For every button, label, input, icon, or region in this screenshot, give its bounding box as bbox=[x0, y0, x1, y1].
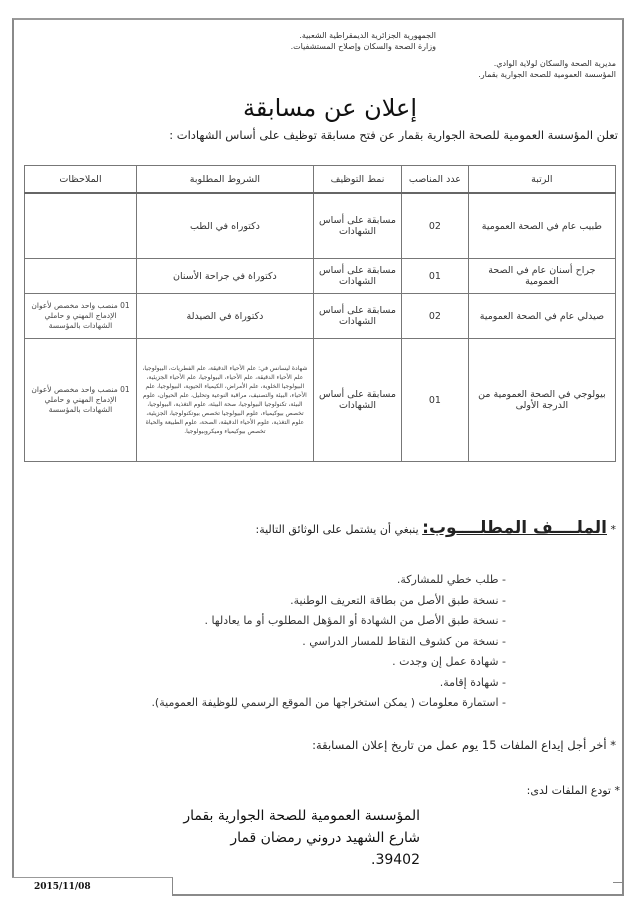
header-line: الجمهورية الجزائرية الديمقراطية الشعبية. bbox=[299, 31, 436, 40]
list-item: - شهادة عمل إن وجدت . bbox=[392, 655, 506, 668]
required-file-subtitle: ينبغي أن يشتمل على الوثائق التالية: bbox=[255, 523, 419, 536]
cell-rank: طبيب عام في الصحة العمومية bbox=[468, 193, 615, 259]
publication-date: 2015/11/08 bbox=[34, 882, 91, 892]
cell-count: 01 bbox=[402, 259, 469, 294]
deposit-label: * تودع الملفات لدى: bbox=[526, 784, 620, 797]
table-row bbox=[25, 294, 616, 339]
cell-notes: 01 منصب واحد مخصص لأعوان الإدماج المهني و حاملي الشهادات بالمؤسسة bbox=[25, 294, 137, 339]
positions-table bbox=[24, 165, 616, 462]
address-line: شارع الشهيد دروني رمضان قمار 39402. bbox=[230, 830, 420, 868]
cell-count: 02 bbox=[402, 294, 469, 339]
cell-conditions: دكتوراه في الطب bbox=[137, 193, 314, 259]
intro-text: تعلن المؤسسة العمومية للصحة الجوارية بقمار عن فتح مسابقة توظيف على أساس الشهادات : bbox=[169, 128, 618, 142]
cell-conditions: دكتوراة في جراحة الأسنان bbox=[137, 259, 314, 294]
institution-header bbox=[438, 58, 616, 80]
cell-conditions: دكتوراة في الصيدلة bbox=[137, 294, 314, 339]
date-box bbox=[12, 877, 173, 896]
list-item: - طلب خطي للمشاركة. bbox=[396, 573, 506, 586]
cell-rank: بيولوجي في الصحة العمومية من الدرجة الأولى bbox=[468, 339, 615, 462]
table-header-row bbox=[25, 166, 616, 194]
deadline-text: * أخر أجل إيداع الملفات 15 يوم عمل من تاريخ إعلان المسابقة: bbox=[312, 738, 616, 752]
ministry-header bbox=[236, 30, 436, 52]
table-row bbox=[25, 259, 616, 294]
list-item: - استمارة معلومات ( يمكن استخراجها من الموقع الرسمي للوظيفة العمومية). bbox=[151, 696, 506, 709]
header-count: عدد المناصب bbox=[402, 166, 469, 194]
list-item: - شهادة إقامة. bbox=[439, 675, 506, 689]
cell-conditions: شهادة ليسانس في: علم الأحياء الدقيقة، علم الفطريات، البيولوجيا، علم الأحياء الدقيقة، علم الأحياء، البيولوجيا، علم الأحياء الجزيئية، البيولوجيا الخلوية، علم الأمراض، الكيمياء الحيوية، البيولوجيا، علم الأحياء، البيئة والتصنيف، مراقبة النوعية وتحليل، علم الحيوان، علوم البيئة، تكنولوجيا البيولوجيا، صحة البيئة، علوم التغذية، البيولوجيا، تخصص بيوكيمياء، علوم البيولوجيا تخصص بيوتكنولوجيا، الجزيئية، علوم التغذية، علوم الأحياء الدقيقة، الصحة، علوم الطبيعة والحياة تخصص بيوكيمياء وميكروبيولوجيا. bbox=[137, 339, 314, 462]
cell-mode: مسابقة على أساس الشهادات bbox=[313, 259, 401, 294]
header-line: وزارة الصحة والسكان وإصلاح المستشفيات. bbox=[290, 42, 436, 51]
deposit-address bbox=[180, 805, 420, 871]
header-notes: الملاحظات bbox=[25, 166, 137, 194]
header-mode: نمط التوظيف bbox=[313, 166, 401, 194]
header-conditions: الشروط المطلوبة bbox=[137, 166, 314, 194]
cell-mode: مسابقة على أساس الشهادات bbox=[313, 193, 401, 259]
cell-rank: صيدلي عام في الصحة العمومية bbox=[468, 294, 615, 339]
address-line: المؤسسة العمومية للصحة الجوارية بقمار bbox=[183, 808, 420, 824]
cell-notes bbox=[25, 193, 137, 259]
cell-notes: 01 منصب واحد مخصص لأعوان الإدماج المهني و حاملي الشهادات بالمؤسسة bbox=[25, 339, 137, 462]
cell-count: 01 bbox=[402, 339, 469, 462]
cell-count: 02 bbox=[402, 193, 469, 259]
page-title: إعلان عن مسابقة bbox=[242, 94, 418, 122]
list-item: - نسخة طبق الأصل من الشهادة أو المؤهل المطلوب أو ما يعادلها . bbox=[204, 614, 506, 627]
cell-notes bbox=[25, 259, 137, 294]
list-item: - نسخة من كشوف النقاط للمسار الدراسي . bbox=[302, 634, 506, 648]
bullet-star: * bbox=[610, 523, 616, 536]
corner-mark bbox=[613, 882, 623, 883]
list-item: - نسخة طبق الأصل من بطاقة التعريف الوطنية. bbox=[290, 593, 506, 607]
cell-mode: مسابقة على أساس الشهادات bbox=[313, 294, 401, 339]
table-row bbox=[25, 339, 616, 462]
required-file-title: الملــــف المطلــــوب: bbox=[422, 518, 607, 538]
header-line: مديرية الصحة والسكان لولاية الوادي. bbox=[493, 59, 616, 68]
cell-rank: جراح أسنان عام في الصحة العمومية bbox=[468, 259, 615, 294]
header-line: المؤسسة العمومية للصحة الجوارية بقمار. bbox=[478, 70, 616, 79]
documents-list bbox=[150, 570, 506, 714]
header-rank: الرتبة bbox=[468, 166, 615, 194]
table-row bbox=[25, 193, 616, 259]
required-file-heading bbox=[220, 518, 616, 538]
cell-mode: مسابقة على أساس الشهادات bbox=[313, 339, 401, 462]
